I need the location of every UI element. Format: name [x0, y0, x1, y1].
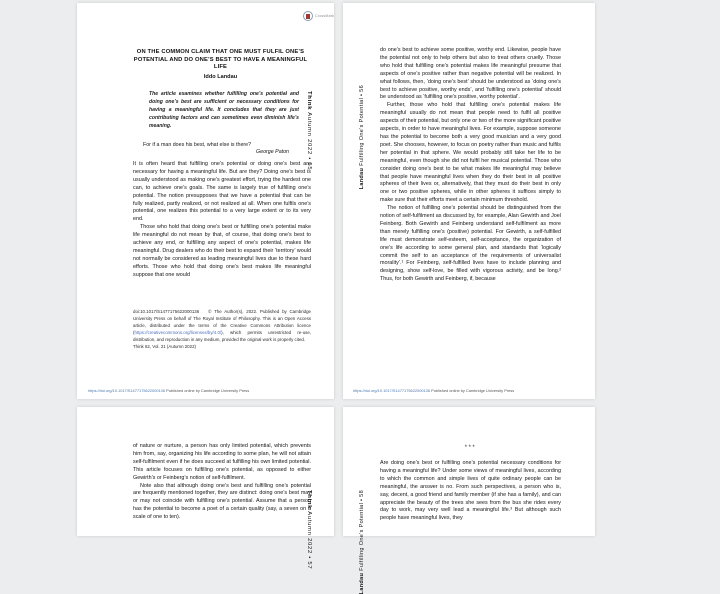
paragraph: The notion of fulfilling one’s potential should be distinguished from the notion of self-fulfilment as discussed by, for example, Alan Gewirth and Joel Feinberg. Both Gewirth and Feinberg understand self-fulfilment as more than merely fulfilling one’s (positive) potential. For Gewirth, a self-fulfilled life must demonstrate self-esteem, self-acceptance, the organization of one’s life according to some general plan, and standards that ‘logically commit the self to an acceptance of the requirements of universalist morality’.¹ For Feinberg, self-fulfilled lives have to include planning and designing, show self-love, be filled with vigorous activity, and be long.² Thus, for both Gewirth and Feinberg, if, because — [380, 205, 561, 283]
running-head-58 — [359, 490, 365, 594]
crossmark-icon — [303, 11, 313, 21]
page-58 — [343, 407, 595, 594]
epigraph-attribution: George Paton — [256, 149, 289, 155]
article-abstract: The article examines whether fulfilling one’s potential and doing one’s best are sufficient or necessary conditions for having a meaningful life. It concludes that they are just contributing factors and can sometimes even diminish life’s meaning. — [149, 91, 299, 129]
body-column — [380, 47, 561, 284]
running-head-55 — [306, 91, 312, 170]
page-footer-56 — [353, 388, 514, 393]
published-online-text: Published online by Cambridge University Press — [430, 388, 515, 393]
running-head-author: Landau — [359, 167, 365, 190]
paragraph: It is often heard that fulfilling one’s potential or doing one’s best are necessary for having a meaningful life. But are they? Doing one’s best is usually understood as making one’s greatest effort, trying the hardest one can, to achieve one’s goals. The same is largely true of fulfilling one’s potential. The notion presupposes that we have a potential that can be fully realized, partly realized, or not realized at all. When one fulfils one’s potential, one realizes this potential to a very large extent or to its very end. — [133, 161, 311, 223]
epigraph — [143, 142, 299, 156]
body-column — [133, 443, 311, 522]
published-online-text: Published online by Cambridge University Press — [165, 388, 250, 393]
running-head-issue: Autumn 2022 • 57 — [306, 509, 312, 570]
crossmark-badge[interactable] — [303, 11, 334, 21]
crossmark-label: CrossMark — [315, 14, 335, 18]
doi-footer-link[interactable]: https://doi.org/10.1017/S1477175622000136 — [88, 388, 166, 393]
issue-citation: Think 62, Vol. 21 (Autumn 2022) — [133, 343, 196, 349]
running-head-56 — [359, 85, 365, 189]
running-head-author: Landau — [359, 572, 365, 594]
body-column — [380, 460, 561, 523]
paragraph: do one’s best to achieve some positive, worthy end. Likewise, people have the potential not only to help others but also to treat others cruelly. Those who hold that fulfilling one’s potential makes life meaningful presume that aspects of one’s positive rather than negative potential will be realized. In what follows, then, ‘doing one’s best’ should be understood as ‘doing one’s best to achieve positive, worthy ends’, and ‘fulfilling one’s potential’ should be understood as ‘fulfilling one’s positive, worthy potential’. — [380, 47, 561, 101]
body-column — [133, 161, 311, 280]
cc-licence-link[interactable]: https://creativecommons.org/licenses/by/4.0/ — [134, 329, 222, 335]
article-author: Iddo Landau — [203, 74, 238, 80]
doi-text: doi:10.1017/S1477175622000136 — [133, 309, 200, 314]
copyright-footnote — [133, 309, 311, 350]
paragraph: Those who hold that doing one’s best or fulfilling one’s potential make life meaningful do not mean by that, of course, that doing one’s best to achieve any end, or fulfilling any aspect of one’s potential, makes life meaningful. Drug dealers who do their best to expand their ‘territory’ would not normally be considered as leading meaningful lives due to these hard efforts. Those who hold that doing one’s best makes life meaningful suppose that one would — [133, 224, 311, 278]
epigraph-text: For if a man does his best, what else is there? — [143, 142, 252, 148]
doi-footer-link[interactable]: https://doi.org/10.1017/S1477175622000136 — [353, 388, 431, 393]
running-head-title: Fulfilling One’s Potential • 58 — [359, 490, 365, 573]
copyright-text-2: ), which permits unrestricted re-use, distribution, and reproduction in any medium, provided the original work is properly cited. — [133, 329, 311, 342]
paragraph: Further, those who hold that fulfilling one’s potential makes life meaningful usually do not mean that people need to fulfil all positive aspects of their potential, but only one or two of the more significant positive aspects, in order to have meaningful lives. For example, suppose someone has the potential to become both a very good musician and a very good poet. She chooses, however, to focus on poetry rather than music and fulfils her potential in that sphere. We would probably still take her life to be meaningful, even though she did not fulfil her musical potential. Those who consider doing one’s best to be what makes life meaningful may believe that people have meaningful lives when they do their best in all positive spheres of their lives or, alternatively, that they must do their best in only one or two positive spheres, while in other spheres it suffices simply to make sure that their efforts meet a certain minimum threshold. — [380, 102, 561, 204]
page-57 — [77, 407, 334, 570]
section-divider: *** — [464, 445, 477, 451]
paragraph: Are doing one’s best or fulfilling one’s potential necessary conditions for having a meaningful life? Under some views of meaningful lives, according to which the common and simple lives of quite ordinary people can be meaningful, the answer is no. From such perspectives, a person who is, say, decent, a good friend and family member (if she has a family), and can appreciate the beauty of the trees she sees from the bus she rides every day to work, may very well lead a meaningful life.³ But although such people have meaningful lives, they — [380, 460, 561, 522]
page-footer-55 — [88, 388, 249, 393]
running-head-title: Fulfilling One’s Potential • 56 — [359, 85, 365, 168]
running-head-57 — [306, 490, 312, 569]
running-head-journal: Think — [306, 91, 312, 111]
page-56 — [343, 3, 595, 399]
paragraph: Note also that although doing one’s best and fulfilling one’s potential are frequently mentioned together, they are distinct: doing one’s best may or may not coincide with fulfilling one’s potential. Assume that a person has the potential to become a poet of a certain quality (say, a seven on a scale of one to ten). — [133, 482, 311, 521]
running-head-journal: Think — [306, 490, 312, 510]
page-55 — [77, 3, 334, 399]
running-head-issue: Autumn 2022 • 55 — [306, 110, 312, 171]
paragraph: of nature or nurture, a person has only limited potential, which prevents him from, say, organizing his life according to some plan, he will not attain self-fulfilment even if he does succeed at fulfilling his own limited potential. This article focuses on fulfilling one’s potential, as opposed to either Gewirth’s or Feinberg’s notion of self-fulfilment. — [133, 443, 311, 481]
article-title: ON THE COMMON CLAIM THAT ONE MUST FULFIL ONE’S POTENTIAL AND DO ONE’S BEST TO HAVE A MEANINGFUL LIFE — [133, 49, 308, 71]
copyright-text: © The Author(s), 2022. Published by Cambridge University Press on behalf of The Royal Institute of Philosophy. This is an Open Access article, distributed under the terms of the Creative Commons Attribution licence ( — [133, 309, 311, 335]
